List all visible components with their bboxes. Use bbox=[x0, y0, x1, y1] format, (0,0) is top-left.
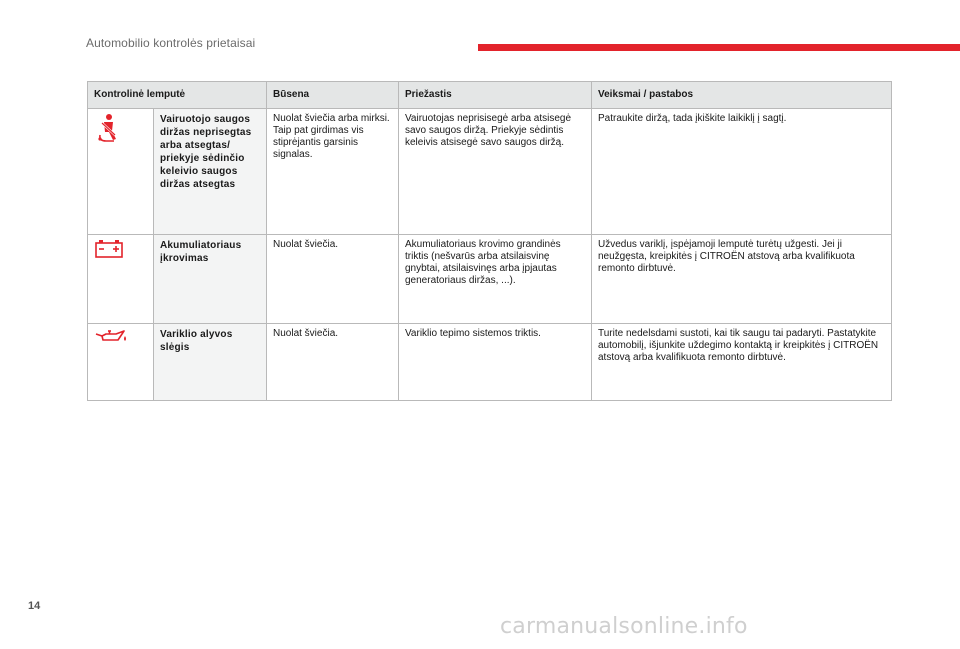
cause-cell: Vairuotojas neprisisegė arba atsisegė savo saugos diržą. Priekyje sėdintis keleivis atsisegė savo saugos diržą. bbox=[399, 109, 592, 235]
column-header-action: Veiksmai / pastabos bbox=[592, 82, 892, 109]
column-header-cause: Priežastis bbox=[399, 82, 592, 109]
action-cell: Patraukite diržą, tada įkiškite laikiklį į sagtį. bbox=[592, 109, 892, 235]
cause-cell: Akumuliatoriaus krovimo grandinės triktis (nešvarūs arba atsilaisvinę gnybtai, atsilaisvinęs arba įpjautas generatoriaus diržas, ...). bbox=[399, 235, 592, 324]
warning-light-label: Variklio alyvos slėgis bbox=[154, 324, 267, 401]
warning-light-label: Akumuliatoriaus įkrovimas bbox=[154, 235, 267, 324]
warning-light-label: Vairuotojo saugos diržas neprisegtas arba atsegtas/ priekyje sėdinčio keleivio saugos diržas atsegtas bbox=[154, 109, 267, 235]
icon-cell bbox=[88, 235, 154, 324]
table-header-row bbox=[88, 82, 892, 109]
header-accent-bar bbox=[478, 44, 960, 51]
column-header-warning-light: Kontrolinė lemputė bbox=[88, 82, 267, 109]
action-cell: Užvedus variklį, įspėjamoji lemputė turėtų užgesti. Jei ji neužgęsta, kreipkitės į CITROËN atstovą arba kvalifikuota remonto dirbtuvė. bbox=[592, 235, 892, 324]
table-row bbox=[88, 109, 892, 235]
engine-oil-pressure-icon bbox=[94, 328, 128, 350]
section-title: Automobilio kontrolės prietaisai bbox=[86, 36, 256, 50]
battery-charging-icon bbox=[94, 239, 124, 263]
state-cell: Nuolat šviečia. bbox=[267, 324, 399, 401]
table-row bbox=[88, 324, 892, 401]
table-row bbox=[88, 235, 892, 324]
seatbelt-warning-icon bbox=[94, 113, 122, 147]
column-header-state: Būsena bbox=[267, 82, 399, 109]
icon-cell bbox=[88, 324, 154, 401]
state-cell: Nuolat šviečia arba mirksi. Taip pat girdimas vis stiprėjantis garsinis signalas. bbox=[267, 109, 399, 235]
icon-cell bbox=[88, 109, 154, 235]
state-cell: Nuolat šviečia. bbox=[267, 235, 399, 324]
action-cell: Turite nedelsdami sustoti, kai tik saugu tai padaryti. Pastatykite automobilį, išjunkite uždegimo kontaktą ir kreipkitės į CITROËN atstovą arba kvalifikuota remonto dirbtuvė. bbox=[592, 324, 892, 401]
cause-cell: Variklio tepimo sistemos triktis. bbox=[399, 324, 592, 401]
warning-lights-table bbox=[87, 81, 892, 401]
watermark: carmanualsonline.info bbox=[500, 614, 748, 639]
page-number: 14 bbox=[28, 600, 41, 612]
